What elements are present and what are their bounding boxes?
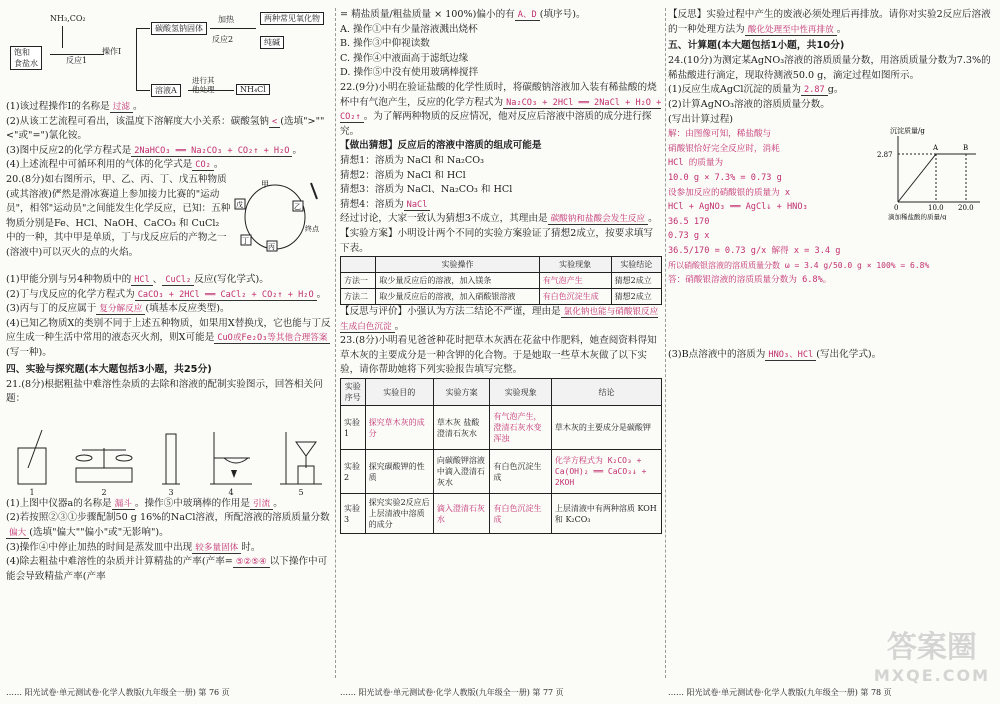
column-divider: [665, 8, 666, 678]
solution-line: 所以硝酸银溶液的溶质质量分数 ω = 3.4 g/50.0 g × 100% = 6.8%: [668, 260, 930, 270]
q22-reason: 经过讨论，大家一致认为猜想3不成立，其理由是 碳酸钠和盐酸会发生反应 。: [340, 213, 658, 225]
q20-2: (2)丁与戊反应的化学方程式为 CaCO₃ + 2HCl ══ CaCl₂ + CO₂↑ + H₂O 。: [6, 288, 327, 300]
solution-line: 答：硝酸银溶液的溶质质量分数为 6.8%。: [668, 275, 832, 286]
column-right: [668, 8, 994, 678]
graph-xlabel: 滴加稀盐酸的质量/g: [888, 213, 947, 220]
flow-heat: 加热: [218, 15, 234, 24]
q24-2-note: (写出计算过程): [668, 113, 734, 125]
flow-op1: 操作Ⅰ: [102, 47, 122, 56]
q24-3: (3)B点溶液中的溶质为 HNO₃、HCl (写出化学式)。: [668, 348, 882, 360]
answer-blank: <: [269, 117, 280, 128]
experiment-report-table: [340, 378, 662, 534]
q21-1: (1)上图中仪器a的名称是 漏斗 。操作⑤中玻璃棒的作用是 引流 。: [6, 497, 283, 509]
table-row: 实验3 探究实验2反应后上层清液中溶质的成分 滴入澄清石灰水 有白色沉淀生成 上层清液中有两种溶质 KOH 和 K₂CO₃: [341, 494, 662, 534]
track-label-bing: 丙: [268, 242, 275, 251]
answer-blank: Na₂CO₃ + 2HCl ══ 2NaCl + H₂O + CO₂↑: [340, 97, 662, 123]
q21-4: (4)除去粗盐中难溶性的杂质并计算精盐的产率(产率= ⑤②⑤④ 以下操作中可能会导致精盐产率(产率: [6, 556, 328, 582]
flow-soda: 纯碱: [260, 36, 284, 49]
apparatus-balance: 2: [72, 428, 136, 497]
page-footer: …… 阳光试卷·单元测试卷·化学人教版(九年级全一册) 第 77 页: [340, 688, 564, 697]
watermark-logo: 答案圈 MXQE.COM: [873, 630, 990, 685]
q20-3: (3)丙与丁的反应属于 复分解反应 (填基本反应类型)。: [6, 303, 230, 315]
q21-3: (3)操作④中停止加热的时间是蒸发皿中出现 较多量固体 时。: [6, 541, 261, 553]
q24-2: (2)计算AgNO₃溶液的溶质质量分数。: [668, 98, 830, 110]
guess-3: 猜想3：溶质为 NaCl、Na₂CO₃ 和 HCl: [340, 184, 513, 196]
track-label-yi: 乙: [294, 202, 301, 211]
answer-blank: A、D: [515, 10, 540, 21]
q19-1: (1)该过程操作Ⅰ的名称是 过滤 。: [6, 101, 143, 112]
precipitate-graph: [876, 124, 986, 220]
q24-stem: 24.(10分)为测定某AgNO₃溶液的溶质质量分数，用溶质质量分数为7.3%的稀盐酸进行滴定，现取待测液50.0 g，滴定过程如图所示。: [668, 55, 991, 81]
guess-2: 猜想2：溶质为 NaCl 和 HCl: [340, 169, 466, 181]
table-row: 方法二 取少量反应后的溶液，加入硝酸银溶液 有白色沉淀生成 猜想2成立: [341, 289, 662, 305]
apparatus-filtration: 5: [276, 428, 326, 497]
plan-heading: 【实验方案】小明设计两个不同的实验方案验证了猜想2成立，按要求填写下表。: [340, 227, 654, 254]
answer-blank: ⑤②⑤④: [233, 557, 270, 568]
answer-blank: HCl: [131, 275, 153, 286]
solution-line: 硝酸银恰好完全反应时，消耗: [668, 143, 780, 154]
guess-1: 猜想1：溶质为 NaCl 和 Na₂CO₃: [340, 154, 484, 166]
method-table: [340, 256, 662, 305]
page-footer: …… 阳光试卷·单元测试卷·化学人教版(九年级全一册) 第 76 页: [6, 688, 230, 697]
q20-stem: 20.(8分)如右图所示，甲、乙、丙、丁、戊五种物质(或其溶液)俨然是滑冰赛道上参加接力比赛的"运动员"，相邻"运动员"之间能发生化学反应，已知：五种物质分别是Fe、HCl、NaOH、CaCO₃ 和 CuCl₂ 中的一种，其中甲是单质，丁与戊反应后的产物之一(溶液中)可以灭火的点的火焰。: [6, 173, 231, 258]
answer-blank: 引流: [250, 499, 273, 510]
graph-ytick: 2.87: [877, 151, 893, 159]
apparatus-cylinder: 3: [156, 428, 186, 497]
solution-line: 36.5 170: [668, 216, 710, 227]
graph-xtick: 0: [894, 204, 899, 212]
solution-line: HCl 的质量为: [668, 158, 724, 169]
flow-nahco3: 碳酸氢钠固体: [151, 22, 207, 35]
graph-point-a: A: [933, 144, 939, 152]
page-footer: …… 阳光试卷·单元测试卷·化学人教版(九年级全一册) 第 78 页: [668, 688, 892, 697]
q23-stem: 23.(8分)小明看见爸爸种花时把草木灰洒在花盆中作肥料，她查阅资料得知草木灰的主要成分是一种含钾的化合物。于是她取一些草木灰做了以下实验，请你帮助她将下列实验报告填写完整。: [340, 335, 657, 376]
q21-2: (2)若按照②③①步骤配制50 g 16%的NaCl溶液，所配溶液的溶质质量分数偏大 (选填"偏大""偏小"或"无影响")。: [6, 512, 330, 538]
answer-blank: 过滤: [110, 102, 133, 113]
option-d: D. 操作⑤中没有使用玻璃棒搅拌: [340, 67, 479, 79]
guess-heading: 【做出猜想】反应后的溶液中溶质的组成可能是: [340, 140, 542, 152]
q22-stem: 22.(9分)小明在验证盐酸的化学性质时，将碳酸钠溶液加入装有稀盐酸的烧杯中有气泡产生，反应的化学方程式为 Na₂CO₃ + 2HCl ══ 2NaCl + H₂O + CO₂↑ 。为了解两种物质的反应情况，他对反应后溶液中溶质的成分进行探究。: [340, 81, 662, 137]
answer-blank: 碳酸钠和盐酸会发生反应: [548, 214, 649, 225]
graph-xtick: 20.0: [958, 204, 974, 212]
track-label-ding: 丁: [242, 236, 249, 245]
solution-line: 解：由图像可知，稀盐酸与: [668, 129, 772, 140]
answer-blank: NaCl: [404, 200, 431, 211]
q20-block: [6, 173, 332, 273]
column-middle: [340, 8, 662, 678]
q21-stem: 21.(8分)根据粗盐中难溶性杂质的去除和溶液的配制实验图示，回答相关问题：: [6, 378, 323, 405]
table-header-row: 实验序号 实验目的 实验方案 实验现象 结论: [341, 379, 662, 406]
table-header-row: 实验操作 实验现象 实验结论: [341, 257, 662, 273]
answer-blank: 偏大: [6, 528, 29, 539]
q19-4: (4)上述流程中可循环利用的气体的化学式是 CO₂ 。: [6, 159, 224, 171]
flow-reaction1: 反应1: [66, 56, 88, 65]
answer-blank: CaCO₃ + 2HCl ══ CaCl₂ + CO₂↑ + H₂O: [135, 290, 317, 301]
answer-blank: 2.87: [801, 85, 828, 96]
reflection: 【反思】实验过程中产生的废液必须处理后再排放。请你对实验2反应后溶液的一种处理方法为 酸化处理至中性再排放 。: [668, 9, 991, 35]
answer-blank: 2NaHCO₃ ══ Na₂CO₃ + CO₂↑ + H₂O: [131, 146, 292, 157]
option-c: C. 操作④中液面高于滤纸边缘: [340, 52, 469, 64]
option-a: A. 操作①中有少量溶液溅出烧杯: [340, 23, 478, 35]
eval-paragraph: 【反思与评价】小强认为方法二结论不严谨，理由是 氯化钠也能与硝酸银反应生成白色沉淀 。: [340, 306, 659, 332]
apparatus-figure: [6, 407, 332, 497]
q20-4: (4)已知乙物质X的类别不同于上述五种物质，如果用X替换戊，它也能与丁反应生成一种生活中常用的液态灭火剂，则X可能是 CuO或Fe₂O₃等其他合理答案(写一种)。: [6, 317, 331, 358]
table-row: 实验1 探究草木灰的成分 草木灰 盐酸 澄清石灰水 有气泡产生，澄清石灰水变浑浊 草木灰的主要成分是碳酸钾: [341, 406, 662, 450]
q20-1: (1)甲能分别与另4种物质中的 HCl 、 CuCl₂ 反应(写化学式)。: [6, 273, 269, 285]
graph-ylabel: 沉淀质量/g: [890, 127, 925, 135]
answer-blank: CuCl₂: [162, 275, 194, 286]
graph-xtick: 10.0: [928, 204, 944, 212]
table-row: 实验2 探究碳酸钾的性质 向碳酸钾溶液中滴入澄清石灰水 有白色沉淀生成 化学方程式为 K₂CO₃ + Ca(OH)₂ ══ CaCO₃↓ + 2KOH: [341, 450, 662, 494]
q19-3: (3)图中反应2的化学方程式是 2NaHCO₃ ══ Na₂CO₃ + CO₂↑ + H₂O 。: [6, 144, 303, 156]
solution-line: 设参加反应的硝酸银的质量为 x: [668, 187, 791, 198]
apparatus-beaker: 1: [12, 428, 52, 497]
solution-line: 36.5/170 = 0.73 g/x 解得 x = 3.4 g: [668, 245, 841, 256]
answer-blank: HNO₃、HCl: [765, 350, 816, 361]
column-divider: [335, 8, 336, 678]
guess-4: 猜想4：溶质为 NaCl: [340, 198, 662, 213]
flow-two-oxides: 两种常见氧化物: [260, 12, 324, 25]
flow-brine: 饱和 食盐水: [10, 46, 42, 70]
q21-4-cont: = 精盐质量/粗盐质量 × 100%)偏小的有 A、D (填序号)。: [340, 9, 586, 20]
solution-line: 0.73 g x: [668, 231, 710, 242]
relay-track-figure: [231, 173, 327, 273]
solution-line: HCl + AgNO₃ ══ AgCl↓ + HNO₃: [668, 202, 808, 213]
answer-blank: 复分解反应: [96, 304, 145, 315]
apparatus-evaporation: 4: [206, 428, 256, 497]
section-4-heading: 四、实验与探究题(本大题包括3小题，共25分): [6, 363, 212, 375]
section-5-heading: 五、计算题(本大题包括1小题，共10分): [668, 40, 845, 52]
answer-blank: 酸化处理至中性再排放: [745, 25, 837, 36]
solution-block: [668, 127, 868, 200]
option-b: B. 操作③中仰视读数: [340, 38, 430, 50]
track-label-end: 终点: [305, 224, 319, 233]
flow-reaction2: 反应2: [212, 35, 234, 44]
q19-2: (2)从该工艺流程可看出，该温度下溶解度大小关系：碳酸氢钠 < (选填">""<"或"=")氯化铵。: [6, 115, 325, 142]
column-left: [6, 8, 332, 678]
answer-blank: 较多量固体: [192, 543, 241, 554]
answer-blank: 漏斗: [112, 499, 135, 510]
answer-blank: 氯化钠也能与硝酸银反应生成白色沉淀: [340, 307, 659, 332]
flow-nh4cl: NH₄Cl: [236, 84, 270, 95]
process-flow-diagram: [6, 8, 332, 100]
answer-blank: CO₂: [192, 160, 214, 171]
graph-point-b: B: [963, 144, 969, 152]
table-row: 方法一 取少量反应后的溶液，加入镁条 有气泡产生 猜想2成立: [341, 273, 662, 289]
flow-nh3-co2: NH₃,CO₂: [50, 14, 86, 23]
track-label-jia: 甲: [261, 179, 269, 189]
track-label-wu: 戊: [236, 200, 243, 209]
flow-further: 进行其: [192, 76, 215, 85]
q24-1: (1)反应生成AgCl沉淀的质量为 2.87 g。: [668, 84, 844, 96]
answer-blank: CuO或Fe₂O₃等其他合理答案: [214, 333, 330, 344]
solution-line: 10.0 g × 7.3% = 0.73 g: [668, 172, 782, 183]
flow-solution-a: 溶液A: [151, 84, 181, 97]
